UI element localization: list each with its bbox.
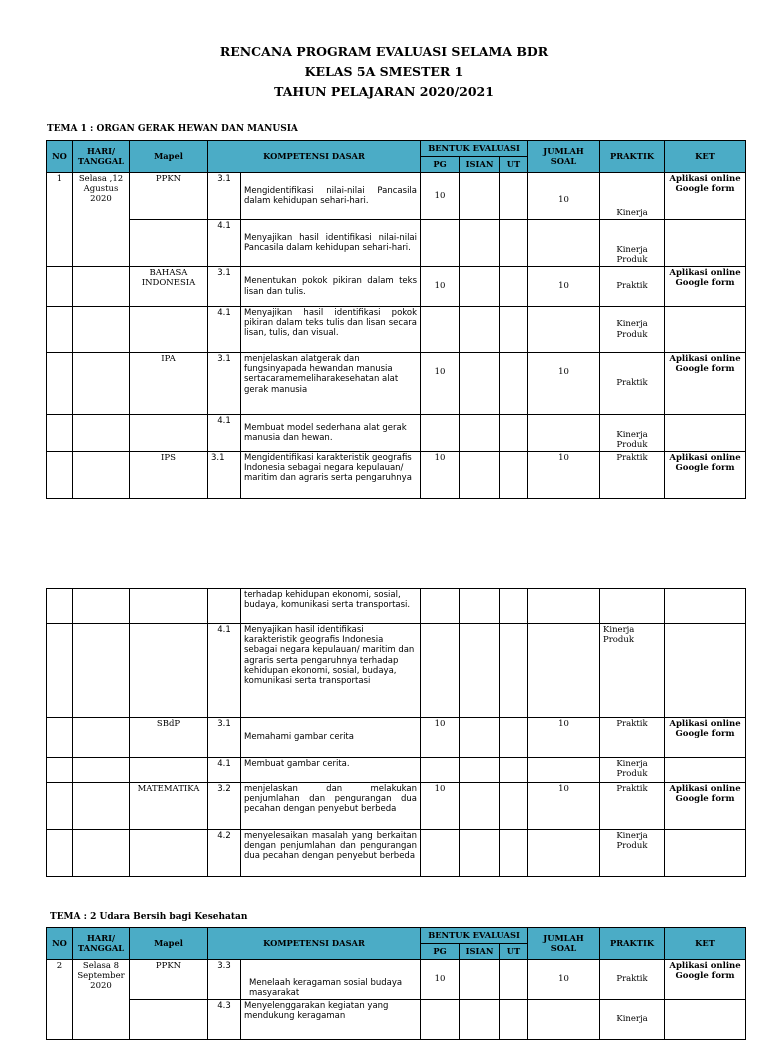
jumlah-value [528,758,600,783]
row-no [47,415,73,452]
ket-value: Aplikasi online Google form [665,353,746,415]
kd-number: 4.1 [208,415,241,452]
jumlah-value: 10 [528,267,600,307]
jumlah-value [528,415,600,452]
col-kompetensi: KOMPETENSI DASAR [208,141,421,173]
pg-value: 10 [421,267,460,307]
col-pg: PG [421,157,460,173]
table-row [47,758,746,783]
ket-value: Aplikasi online Google form [665,718,746,758]
praktik-value: Kinerja Produk [600,415,665,452]
mapel-cell: BAHASA INDONESIA [130,267,208,307]
praktik-value: Praktik [600,353,665,415]
ket-value [665,220,746,267]
kd-text: Menyajikan hasil identifikasi karakteristik geografis Indonesia sebagai negara kepulauan/ maritim dan agraris serta pengaruhnya terhadap kehidupan ekonomi, sosial, budaya, komunikasi serta transportasi [241,624,421,718]
document-year: TAHUN PELAJARAN 2020/2021 [274,84,494,99]
kd-text: Mengidentifikasi nilai-nilai Pancasila dalam kehidupan sehari-hari. [241,173,421,220]
document-title: RENCANA PROGRAM EVALUASI SELAMA BDR [219,44,549,59]
ket-value: Aplikasi online Google form [665,960,746,1000]
col-bentuk: BENTUK EVALUASI [421,141,528,157]
col-jumlah: JUMLAH SOAL [528,928,600,960]
ket-value [665,307,746,353]
kd-number: 3.1 [208,452,241,499]
document-class: KELAS 5A SMESTER 1 [304,64,464,79]
pg-value: 10 [421,718,460,758]
pg-value: 10 [421,960,460,1000]
pg-value [421,758,460,783]
praktik-value: Kinerja Produk [600,220,665,267]
ut-value [500,718,528,758]
jumlah-value [528,220,600,267]
col-no: NO [47,141,73,173]
mapel-cell: IPS [130,452,208,499]
mapel-cell [130,220,208,267]
ut-value [500,1000,528,1040]
row-hari [73,624,130,718]
kd-number: 3.1 [208,173,241,220]
ut-value [500,830,528,877]
row-no [47,589,73,624]
row-hari [73,589,130,624]
pg-value: 10 [421,353,460,415]
isian-value [460,830,500,877]
tema2-table [46,927,746,1040]
ket-value [665,758,746,783]
mapel-cell [130,1000,208,1040]
table-row [47,718,746,758]
kd-number: 3.3 [208,960,241,1000]
praktik-value: Praktik [600,267,665,307]
row-no [47,783,73,830]
table-row [47,1000,746,1040]
praktik-value: Praktik [600,783,665,830]
table-row [47,353,746,415]
praktik-value: Praktik [600,452,665,499]
ut-value [500,783,528,830]
pg-value [421,589,460,624]
col-kompetensi: KOMPETENSI DASAR [208,928,421,960]
kd-text: Membuat model sederhana alat gerak manusia dan hewan. [241,415,421,452]
pg-value [421,624,460,718]
praktik-value: Kinerja Produk [600,830,665,877]
pg-value: 10 [421,173,460,220]
mapel-cell [130,589,208,624]
ut-value [500,415,528,452]
kd-text: Memahami gambar cerita [241,718,421,758]
row-hari [73,718,130,758]
isian-value [460,718,500,758]
col-isian: ISIAN [460,157,500,173]
tema2-label: TEMA : 2 Udara Bersih bagi Kesehatan [50,912,248,922]
row-no [47,758,73,783]
row-no [47,267,73,307]
kd-text: Menyelenggarakan kegiatan yang mendukung keragaman [241,1000,421,1040]
praktik-value: Praktik [600,960,665,1000]
mapel-cell [130,830,208,877]
col-praktik: PRAKTIK [600,141,665,173]
isian-value [460,960,500,1000]
mapel-cell: SBdP [130,718,208,758]
mapel-cell [130,624,208,718]
praktik-value: Kinerja Produk [600,624,665,718]
ket-value [665,1000,746,1040]
praktik-value: Praktik [600,718,665,758]
ket-value [665,624,746,718]
praktik-value: Kinerja Produk [600,307,665,353]
ket-value: Aplikasi online Google form [665,783,746,830]
isian-value [460,589,500,624]
pg-value [421,307,460,353]
isian-value [460,783,500,830]
praktik-value: Kinerja Produk [600,758,665,783]
row-no [47,830,73,877]
mapel-cell [130,307,208,353]
row-hari: Selasa 8 September 2020 [73,960,130,1040]
kd-text: Menelaah keragaman sosial budaya masyarakat [241,960,421,1000]
ut-value [500,960,528,1000]
ket-value: Aplikasi online Google form [665,267,746,307]
praktik-value [600,589,665,624]
pg-value [421,1000,460,1040]
jumlah-value: 10 [528,718,600,758]
kd-number: 4.3 [208,1000,241,1040]
mapel-cell: IPA [130,353,208,415]
kd-number: 3.1 [208,718,241,758]
col-mapel: Mapel [130,928,208,960]
table-row [47,220,746,267]
ut-value [500,173,528,220]
mapel-cell: PPKN [130,960,208,1000]
table-row [47,173,746,220]
kd-number: 4.1 [208,307,241,353]
isian-value [460,452,500,499]
ut-value [500,353,528,415]
ut-value [500,452,528,499]
pg-value [421,830,460,877]
row-no [47,307,73,353]
jumlah-value [528,307,600,353]
row-hari [73,783,130,830]
kd-number: 4.1 [208,220,241,267]
isian-value [460,353,500,415]
table-row [47,415,746,452]
table-row [47,783,746,830]
kd-text: Menyajikan hasil identifikasi nilai-nilai Pancasila dalam kehidupan sehari-hari. [241,220,421,267]
col-mapel: Mapel [130,141,208,173]
table-row [47,830,746,877]
ut-value [500,624,528,718]
tema1-table [46,140,746,499]
kd-number: 3.2 [208,783,241,830]
jumlah-value: 10 [528,173,600,220]
jumlah-value: 10 [528,960,600,1000]
row-no [47,452,73,499]
col-ket: KET [665,141,746,173]
col-praktik: PRAKTIK [600,928,665,960]
tema1-continued-table [46,588,746,877]
ket-value: Aplikasi online Google form [665,452,746,499]
row-hari: Selasa ,12 Agustus 2020 [73,173,130,267]
mapel-cell [130,415,208,452]
col-ut: UT [500,157,528,173]
table-row [47,960,746,1000]
row-no [47,353,73,415]
kd-number: 4.1 [208,758,241,783]
row-no [47,718,73,758]
row-no [47,624,73,718]
jumlah-value: 10 [528,783,600,830]
kd-text: terhadap kehidupan ekonomi, sosial, budaya, komunikasi serta transportasi. [241,589,421,624]
col-bentuk: BENTUK EVALUASI [421,928,528,944]
mapel-cell [130,758,208,783]
isian-value [460,624,500,718]
isian-value [460,1000,500,1040]
row-hari [73,307,130,353]
kd-text: menjelaskan dan melakukan penjumlahan dan pengurangan dua pecahan dengan penyebut berbeda [241,783,421,830]
row-hari [73,415,130,452]
kd-number: 4.2 [208,830,241,877]
praktik-value: Kinerja [600,173,665,220]
row-hari [73,353,130,415]
isian-value [460,758,500,783]
col-isian: ISIAN [460,944,500,960]
jumlah-value [528,830,600,877]
pg-value: 10 [421,452,460,499]
isian-value [460,415,500,452]
isian-value [460,220,500,267]
ut-value [500,220,528,267]
col-jumlah: JUMLAH SOAL [528,141,600,173]
row-no: 1 [47,173,73,267]
jumlah-value: 10 [528,353,600,415]
isian-value [460,173,500,220]
table-row [47,452,746,499]
ket-value [665,830,746,877]
col-ut: UT [500,944,528,960]
kd-text: Membuat gambar cerita. [241,758,421,783]
row-hari [73,830,130,877]
jumlah-value: 10 [528,452,600,499]
tema1-label: TEMA 1 : ORGAN GERAK HEWAN DAN MANUSIA [47,124,298,134]
mapel-cell: MATEMATIKA [130,783,208,830]
ut-value [500,307,528,353]
col-hari: HARI/ TANGGAL [73,928,130,960]
kd-number: 3.1 [208,353,241,415]
kd-number [208,589,241,624]
kd-number: 4.1 [208,624,241,718]
ket-value [665,415,746,452]
kd-text: menyelesaikan masalah yang berkaitan dengan penjumlahan dan pengurangan dua pecahan dengan penyebut berbeda [241,830,421,877]
row-hari [73,267,130,307]
ut-value [500,589,528,624]
ket-value: Aplikasi online Google form [665,173,746,220]
pg-value: 10 [421,783,460,830]
ket-value [665,589,746,624]
pg-value [421,415,460,452]
row-hari [73,758,130,783]
col-no: NO [47,928,73,960]
praktik-value: Kinerja [600,1000,665,1040]
isian-value [460,307,500,353]
kd-text: Menyajikan hasil identifikasi pokok pikiran dalam teks tulis dan lisan secara lisan, tulis, dan visual. [241,307,421,353]
mapel-cell: PPKN [130,173,208,220]
kd-text: menjelaskan alatgerak dan fungsinyapada hewandan manusia sertacaramemeliharakesehatan alat gerak manusia [241,353,421,415]
ut-value [500,267,528,307]
kd-number: 3.1 [208,267,241,307]
table-row [47,267,746,307]
kd-text: Menentukan pokok pikiran dalam teks lisan dan tulis. [241,267,421,307]
col-hari: HARI/ TANGGAL [73,141,130,173]
col-pg: PG [421,944,460,960]
jumlah-value [528,1000,600,1040]
row-no: 2 [47,960,73,1040]
row-hari [73,452,130,499]
col-ket: KET [665,928,746,960]
ut-value [500,758,528,783]
jumlah-value [528,589,600,624]
table-row [47,589,746,624]
jumlah-value [528,624,600,718]
table-row [47,307,746,353]
isian-value [460,267,500,307]
table-row [47,624,746,718]
pg-value [421,220,460,267]
kd-text: Mengidentifikasi karakteristik geografis Indonesia sebagai negara kepulauan/ maritim dan agraris serta pengaruhnya [241,452,421,499]
